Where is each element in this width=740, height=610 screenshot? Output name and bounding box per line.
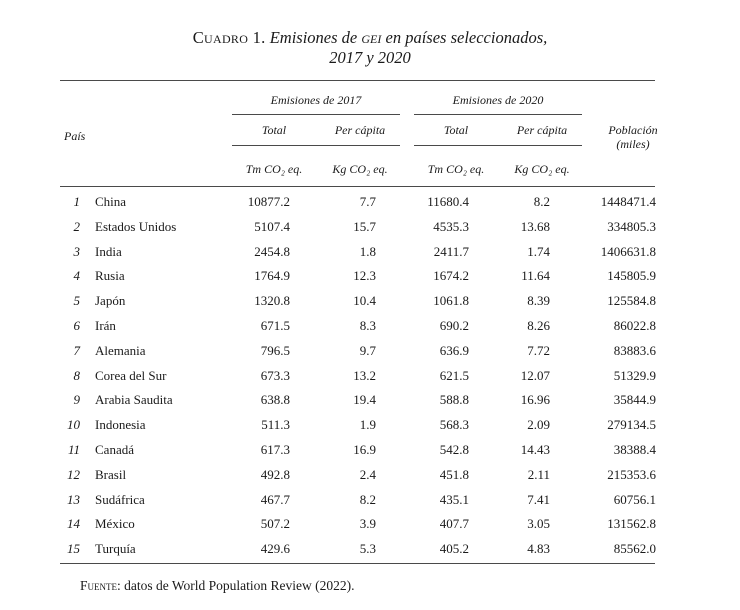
row-country: Corea del Sur (95, 367, 167, 383)
row-per-capita-2020: 12.07 (520, 367, 550, 383)
row-country: Indonesia (95, 417, 146, 433)
row-total-2017: 1320.8 (254, 293, 290, 309)
row-poblacion: 279134.5 (607, 417, 656, 433)
row-per-capita-2020: 8.26 (527, 318, 550, 333)
row-country: Alemania (95, 342, 146, 358)
title-text-after: en países seleccionados, (381, 28, 548, 47)
row-per-capita-2017: 7.7 (359, 194, 376, 209)
row-per-capita-2017: 8.2 (359, 491, 376, 507)
row-total-2020: 568.3 (439, 417, 469, 433)
row-country: México (95, 516, 135, 532)
row-total-2020: 621.5 (439, 367, 469, 383)
group-2017-rule (232, 114, 400, 115)
row-country: Brasil (95, 466, 127, 482)
row-total-2017: 507.2 (260, 516, 290, 532)
title-line-1 (0, 28, 740, 48)
unit-total-2020: Tm CO₂ eq. (427, 162, 485, 176)
row-number: 7 (73, 342, 80, 358)
row-per-capita-2017: 9.7 (359, 342, 376, 358)
row-total-2017: 492.8 (260, 466, 290, 482)
header-total-2020: Total (443, 123, 469, 137)
row-country: Canadá (95, 442, 134, 457)
row-total-2020: 1061.8 (433, 293, 469, 309)
row-total-2017: 429.6 (260, 541, 290, 557)
row-per-capita-2017: 3.9 (359, 516, 376, 532)
row-per-capita-2017: 8.3 (359, 318, 376, 333)
unit-total-2017: Tm CO₂ eq. (245, 162, 303, 176)
row-poblacion: 86022.8 (613, 318, 656, 333)
row-total-2017: 2454.8 (254, 243, 290, 259)
title-text-before: Emisiones de (269, 28, 362, 47)
row-country: China (95, 194, 127, 209)
header-per-capita-2020: Per cápita (516, 123, 568, 137)
row-poblacion: 145805.9 (607, 268, 656, 284)
source-text: datos de World Population Review (2022). (120, 578, 355, 593)
header-group-2020: Emisiones de 2020 (452, 93, 544, 107)
bottom-rule (60, 563, 655, 564)
top-rule (60, 80, 655, 81)
unit-per-capita-2017: Kg CO₂ eq. (332, 162, 388, 176)
source-note (80, 578, 355, 594)
title-line-2: 2017 y 2020 (329, 48, 411, 67)
header-per-capita-2017: Per cápita (334, 123, 386, 137)
row-country: Irán (95, 318, 116, 333)
table-label: Cuadro 1. (192, 28, 266, 47)
subheader-2017-rule (232, 145, 400, 146)
table-title (0, 28, 740, 68)
row-total-2020: 588.8 (439, 392, 469, 408)
row-country: Turquía (95, 541, 136, 557)
row-number: 9 (73, 392, 80, 408)
row-per-capita-2017: 1.8 (359, 243, 376, 259)
row-total-2020: 690.2 (439, 318, 469, 333)
row-number: 4 (73, 268, 80, 284)
row-number: 15 (67, 541, 80, 557)
row-per-capita-2020: 7.72 (527, 342, 550, 358)
row-total-2020: 405.2 (439, 541, 469, 557)
row-poblacion: 35844.9 (613, 392, 656, 408)
row-total-2017: 5107.4 (254, 218, 290, 234)
row-per-capita-2017: 12.3 (353, 268, 376, 284)
row-per-capita-2020: 16.96 (520, 392, 550, 408)
row-number: 10 (67, 417, 80, 433)
header-pais: País (64, 129, 86, 143)
row-poblacion: 83883.6 (613, 342, 656, 358)
row-poblacion: 38388.4 (613, 442, 656, 457)
row-poblacion: 1448471.4 (600, 194, 656, 209)
row-total-2017: 511.3 (261, 417, 290, 433)
row-per-capita-2017: 10.4 (353, 293, 376, 309)
row-total-2020: 636.9 (439, 342, 469, 358)
row-per-capita-2020: 7.41 (527, 491, 550, 507)
row-country: Estados Unidos (95, 218, 177, 234)
row-number: 6 (73, 318, 80, 333)
row-per-capita-2020: 13.68 (520, 218, 550, 234)
subheader-2020-rule (414, 145, 582, 146)
header-group-2017: Emisiones de 2017 (270, 93, 362, 107)
title-gei: gei (361, 28, 382, 47)
row-number: 12 (67, 466, 80, 482)
row-per-capita-2020: 3.05 (527, 516, 550, 532)
row-poblacion: 334805.3 (607, 218, 656, 234)
row-per-capita-2020: 2.09 (527, 417, 550, 433)
row-country: India (95, 243, 122, 259)
row-per-capita-2017: 16.9 (353, 442, 376, 457)
row-poblacion: 85562.0 (613, 541, 656, 557)
row-total-2020: 2411.7 (433, 243, 469, 259)
row-per-capita-2017: 5.3 (359, 541, 376, 557)
row-total-2020: 451.8 (439, 466, 469, 482)
row-number: 14 (67, 516, 80, 532)
source-label: Fuente: (80, 578, 121, 593)
row-total-2020: 407.7 (439, 516, 469, 532)
row-total-2020: 11680.4 (427, 194, 469, 209)
row-poblacion: 51329.9 (613, 367, 656, 383)
row-number: 8 (73, 367, 80, 383)
header-miles: (miles) (616, 137, 650, 151)
row-total-2017: 1764.9 (254, 268, 290, 284)
row-country: Japón (95, 293, 126, 309)
header-total-2017: Total (261, 123, 287, 137)
row-per-capita-2020: 11.64 (521, 268, 550, 284)
row-per-capita-2020: 8.2 (533, 194, 550, 209)
row-per-capita-2017: 19.4 (353, 392, 376, 408)
row-per-capita-2020: 14.43 (520, 442, 550, 457)
row-poblacion: 131562.8 (607, 516, 656, 532)
row-poblacion: 1406631.8 (600, 243, 656, 259)
row-number: 2 (73, 218, 80, 234)
row-total-2020: 1674.2 (433, 268, 469, 284)
row-number: 13 (67, 491, 80, 507)
row-number: 3 (73, 243, 80, 259)
row-number: 5 (73, 293, 80, 309)
header-poblacion: Población (608, 123, 658, 137)
row-per-capita-2017: 1.9 (359, 417, 376, 433)
row-total-2017: 617.3 (260, 442, 290, 457)
row-per-capita-2017: 13.2 (353, 367, 376, 383)
row-per-capita-2020: 4.83 (527, 541, 550, 557)
row-poblacion: 125584.8 (607, 293, 656, 309)
row-per-capita-2017: 2.4 (359, 466, 376, 482)
row-number: 11 (67, 442, 80, 457)
row-country: Arabia Saudita (95, 392, 173, 408)
row-number: 1 (73, 194, 80, 209)
header-bottom-rule (60, 186, 655, 187)
row-total-2020: 542.8 (439, 442, 469, 457)
row-per-capita-2017: 15.7 (353, 218, 376, 234)
row-country: Sudáfrica (95, 491, 145, 507)
row-total-2017: 673.3 (260, 367, 290, 383)
row-total-2017: 671.5 (260, 318, 290, 333)
row-poblacion: 215353.6 (607, 466, 656, 482)
row-total-2017: 10877.2 (247, 194, 290, 209)
row-total-2017: 796.5 (260, 342, 290, 358)
unit-per-capita-2020: Kg CO₂ eq. (514, 162, 570, 176)
row-poblacion: 60756.1 (613, 491, 656, 507)
row-total-2017: 467.7 (260, 491, 290, 507)
row-per-capita-2020: 1.74 (527, 243, 550, 259)
row-total-2017: 638.8 (260, 392, 290, 408)
row-total-2020: 4535.3 (433, 218, 469, 234)
row-total-2020: 435.1 (439, 491, 469, 507)
row-country: Rusia (95, 268, 125, 284)
group-2020-rule (414, 114, 582, 115)
row-per-capita-2020: 8.39 (527, 293, 550, 309)
row-per-capita-2020: 2.11 (527, 466, 550, 482)
